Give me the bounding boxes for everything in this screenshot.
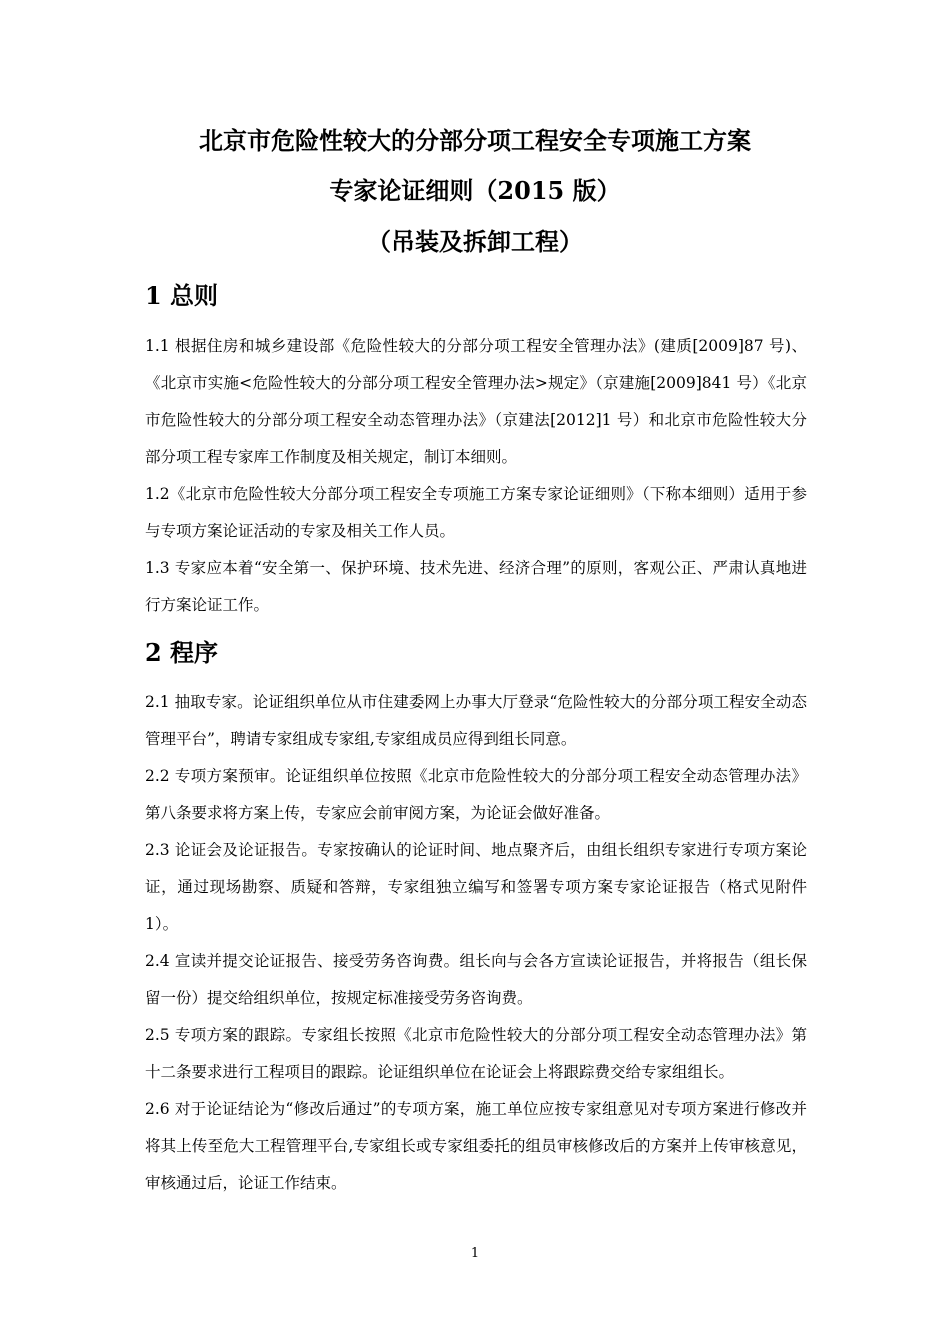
paragraph-2-4: 2.4 宣读并提交论证报告、接受劳务咨询费。组长向与会各方宣读论证报告，并将报告（组长保留一份）提交给组织单位，按规定标准接受劳务咨询费。: [145, 952, 807, 1007]
paragraph-2-3: 2.3 论证会及论证报告。专家按确认的论证时间、地点聚齐后，由组长组织专家进行专项方案论证，通过现场勘察、质疑和答辩，专家组独立编写和签署专项方案专家论证报告（格式见附件 1）。: [145, 841, 807, 933]
page-number: 1: [470, 1246, 480, 1261]
paragraph-2-6: 2.6 对于论证结论为“修改后通过”的专项方案，施工单位应按专家组意见对专项方案进行修改并将其上传至危大工程管理平台,专家组长或专家组委托的组员审核修改后的方案并上传审核意见，审核通过后，论证工作结束。: [145, 1100, 807, 1192]
document-title-line-1: 北京市危险性较大的分部分项工程安全专项施工方案: [199, 126, 751, 155]
section-heading-general: 1 总则: [145, 281, 219, 310]
paragraph-2-2: 2.2 专项方案预审。论证组织单位按照《北京市危险性较大的分部分项工程安全动态管理办法》第八条要求将方案上传，专家应会前审阅方案，为论证会做好准备。: [145, 767, 807, 822]
paragraph-1-2: 1.2《北京市危险性较大分部分项工程安全专项施工方案专家论证细则》（下称本细则）适用于参与专项方案论证活动的专家及相关工作人员。: [145, 485, 807, 540]
paragraph-2-5: 2.5 专项方案的跟踪。专家组长按照《北京市危险性较大的分部分项工程安全动态管理办法》第十二条要求进行工程项目的跟踪。论证组织单位在论证会上将跟踪费交给专家组组长。: [145, 1026, 807, 1081]
section-heading-procedure: 2 程序: [145, 638, 219, 667]
paragraph-2-1: 2.1 抽取专家。论证组织单位从市住建委网上办事大厅登录“危险性较大的分部分项工程安全动态管理平台”，聘请专家组成专家组,专家组成员应得到组长同意。: [145, 693, 807, 748]
document-title-line-2: 专家论证细则（2015 版）: [329, 176, 621, 205]
document-title-line-3: （吊装及拆卸工程）: [367, 227, 583, 256]
paragraph-1-3: 1.3 专家应本着“安全第一、保护环境、技术先进、经济合理”的原则，客观公正、严肃认真地进行方案论证工作。: [145, 559, 807, 614]
paragraph-1-1: 1.1 根据住房和城乡建设部《危险性较大的分部分项工程安全管理办法》(建质[2009]87 号)、《北京市实施<危险性较大的分部分项工程安全管理办法>规定》（京建施[2009]841 号）《北京市危险性较大的分部分项工程安全动态管理办法》（京建法[2012]1 号）和北京市危险性较大分部分项工程专家库工作制度及相关规定，制订本细则。: [145, 337, 807, 466]
